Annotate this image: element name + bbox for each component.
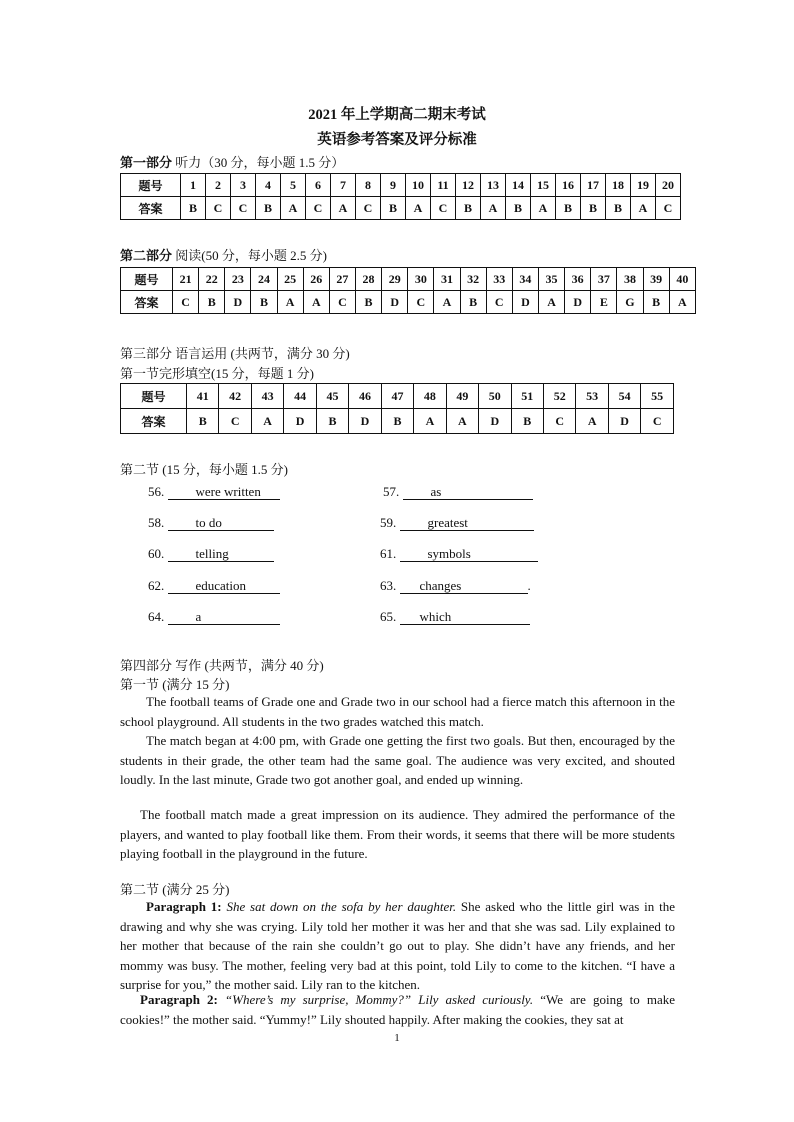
answer-cell: C <box>656 197 681 220</box>
part3-heading: 第三部分 语言运用 (共两节，满分 30 分) <box>120 346 350 361</box>
blank-answer: telling <box>168 546 274 562</box>
answer-cell: A <box>446 409 478 434</box>
blank-63 <box>380 578 531 594</box>
answer-cell: B <box>456 197 481 220</box>
answer-cell: B <box>316 409 348 434</box>
part2-heading-rest: 阅读(50 分，每小题 2.5 分) <box>172 248 327 263</box>
paragraph-2-text: “We are going to make cookies!” the mother said. “Yummy!” Lily shouted happily. After making the cookies, they sat at <box>120 992 675 1027</box>
answer-cell: B <box>256 197 281 220</box>
question-number-cell: 42 <box>219 384 251 409</box>
row-label-answer: 答案 <box>121 197 181 220</box>
question-number-cell: 41 <box>187 384 219 409</box>
answer-cell: E <box>591 291 617 314</box>
question-number-cell: 24 <box>251 268 277 291</box>
answer-cell: A <box>281 197 306 220</box>
answer-cell: C <box>486 291 512 314</box>
answer-cell: C <box>173 291 199 314</box>
answer-cell: A <box>481 197 506 220</box>
answer-cell: D <box>225 291 251 314</box>
answer-cell: B <box>556 197 581 220</box>
paragraph-1-label: Paragraph 1: <box>146 899 222 914</box>
question-number-cell: 39 <box>643 268 669 291</box>
blank-answer: to do <box>168 515 274 531</box>
answer-cell: B <box>643 291 669 314</box>
answer-cell: D <box>382 291 408 314</box>
blank-62 <box>148 578 280 594</box>
row-label-answer: 答案 <box>121 291 173 314</box>
answer-cell: B <box>581 197 606 220</box>
question-number-cell: 29 <box>382 268 408 291</box>
question-number-cell: 30 <box>408 268 434 291</box>
blank-60 <box>148 546 274 562</box>
part2-heading-bold: 第二部分 <box>120 248 173 263</box>
page-subtitle: 英语参考答案及评分标准 <box>317 132 477 148</box>
answer-cell: D <box>608 409 640 434</box>
answer-cell: D <box>284 409 316 434</box>
question-number-cell: 2 <box>206 174 231 197</box>
blank-number: 56. <box>148 484 165 499</box>
answer-cell: D <box>512 291 538 314</box>
question-number-cell: 51 <box>511 384 543 409</box>
question-number-cell: 13 <box>481 174 506 197</box>
part3-answer-table <box>120 383 674 434</box>
question-number-cell: 26 <box>303 268 329 291</box>
answer-cell: C <box>329 291 355 314</box>
question-number-cell: 11 <box>431 174 456 197</box>
part2-heading <box>120 245 327 264</box>
answer-cell: B <box>511 409 543 434</box>
question-number-cell: 43 <box>251 384 283 409</box>
question-number-cell: 1 <box>181 174 206 197</box>
blank-number: 64. <box>148 609 165 624</box>
part1-heading-bold: 第一部分 <box>120 155 173 170</box>
essay-paragraph-3: The football match made a great impression on its audience. They admired the performance of the players, and wanted to play football like them. From their words, it seems that there will be more students playing football in the playground in the future. <box>120 807 675 861</box>
blank-number: 58. <box>148 515 165 530</box>
answer-cell: C <box>231 197 256 220</box>
answer-cell: A <box>631 197 656 220</box>
blank-number: 60. <box>148 546 165 561</box>
row-label-question: 题号 <box>121 384 187 409</box>
question-number-cell: 34 <box>512 268 538 291</box>
question-number-cell: 14 <box>506 174 531 197</box>
question-number-cell: 28 <box>355 268 381 291</box>
question-number-cell: 53 <box>576 384 608 409</box>
question-number-cell: 19 <box>631 174 656 197</box>
answer-cell: A <box>538 291 564 314</box>
answer-cell: C <box>431 197 456 220</box>
question-number-cell: 21 <box>173 268 199 291</box>
question-number-cell: 40 <box>669 268 695 291</box>
blank-59 <box>380 515 534 531</box>
answer-cell: B <box>606 197 631 220</box>
row-label-answer: 答案 <box>121 409 187 434</box>
answer-cell: B <box>199 291 225 314</box>
paragraph-1-opening: She sat down on the sofa by her daughter. <box>226 899 457 914</box>
blank-number: 59. <box>380 515 397 530</box>
answer-cell: A <box>434 291 460 314</box>
question-number-cell: 31 <box>434 268 460 291</box>
answer-cell: C <box>219 409 251 434</box>
answer-cell: A <box>303 291 329 314</box>
question-number-cell: 18 <box>606 174 631 197</box>
answer-cell: A <box>531 197 556 220</box>
blank-65 <box>380 609 530 625</box>
continuation-paragraph-1 <box>120 897 675 995</box>
blank-number: 65. <box>380 609 397 624</box>
blank-answer: changes <box>400 578 528 594</box>
question-number-cell: 45 <box>316 384 348 409</box>
question-number-cell: 49 <box>446 384 478 409</box>
blank-57 <box>383 484 533 500</box>
question-number-cell: 44 <box>284 384 316 409</box>
blank-number: 62. <box>148 578 165 593</box>
blank-answer: which <box>400 609 530 625</box>
question-number-cell: 20 <box>656 174 681 197</box>
answer-cell: A <box>414 409 446 434</box>
answer-cell: D <box>565 291 591 314</box>
answer-cell: C <box>356 197 381 220</box>
answer-cell: B <box>381 197 406 220</box>
answer-row <box>121 197 681 220</box>
part4-heading: 第四部分 写作 (共两节，满分 40 分) <box>120 658 324 673</box>
question-number-cell: 5 <box>281 174 306 197</box>
question-number-cell: 22 <box>199 268 225 291</box>
answer-cell: B <box>460 291 486 314</box>
blank-58 <box>148 515 274 531</box>
question-number-cell: 8 <box>356 174 381 197</box>
question-number-cell: 33 <box>486 268 512 291</box>
essay-paragraph-2: The match began at 4:00 pm, with Grade one getting the first two goals. But then, encouraged by the students in their grade, the other team had the same goal. The audience was very excited, and shouted loudly. In the last minute, Grade two got another goal, and ended up winning. <box>120 733 675 787</box>
question-number-cell: 46 <box>349 384 381 409</box>
blank-answer: greatest <box>400 515 534 531</box>
answer-cell: B <box>181 197 206 220</box>
essay-paragraph-1: The football teams of Grade one and Grade two in our school had a fierce match this afternoon in the school playground. All students in the two grades watched this match. <box>120 694 675 729</box>
blank-answer: symbols <box>400 546 538 562</box>
page-title: 2021 年上学期高二期末考试 <box>308 107 486 123</box>
part4-section2-heading: 第二节 (满分 25 分) <box>120 882 230 897</box>
answer-cell: A <box>576 409 608 434</box>
blank-answer: a <box>168 609 280 625</box>
question-number-cell: 25 <box>277 268 303 291</box>
blank-61 <box>380 546 538 562</box>
part4-section1-heading: 第一节 (满分 15 分) <box>120 677 230 692</box>
answer-cell: C <box>206 197 231 220</box>
answer-cell: A <box>331 197 356 220</box>
answer-cell: D <box>349 409 381 434</box>
answer-cell: C <box>408 291 434 314</box>
question-number-cell: 6 <box>306 174 331 197</box>
part1-heading <box>120 152 344 171</box>
blank-number: 61. <box>380 546 397 561</box>
question-number-cell: 3 <box>231 174 256 197</box>
blank-56 <box>148 484 280 500</box>
answer-cell: D <box>479 409 511 434</box>
question-number-cell: 4 <box>256 174 281 197</box>
part1-heading-rest: 听力（30 分，每小题 1.5 分） <box>172 155 345 170</box>
question-number-cell: 16 <box>556 174 581 197</box>
continuation-paragraph-2 <box>120 990 675 1029</box>
question-number-cell: 52 <box>543 384 575 409</box>
question-number-cell: 54 <box>608 384 640 409</box>
question-number-cell: 17 <box>581 174 606 197</box>
answer-cell: B <box>355 291 381 314</box>
question-number-cell: 55 <box>641 384 674 409</box>
question-number-cell: 37 <box>591 268 617 291</box>
blank-number: 63. <box>380 578 397 593</box>
blank-answer: education <box>168 578 280 594</box>
blank-number: 57. <box>383 484 400 499</box>
answer-cell: C <box>306 197 331 220</box>
paragraph-2-opening: “Where’s my surprise, Mommy?” Lily asked curiously. <box>224 992 534 1007</box>
blank-63-period: . <box>527 578 531 593</box>
paragraph-1-text: She asked who the little girl was in the drawing and why she was crying. Lily told her mother it was her and that she was sad. Lily explained to her mother that because of the rain she couldn’t go out to play. She didn’t have any friends, and her mommy was busy. The mother, feeling very bad at this point, told Lily to come to the kitchen. “I have a surprise for you,” the mother said. Lily ran to the kitchen. <box>120 899 675 992</box>
question-number-cell: 38 <box>617 268 643 291</box>
question-number-cell: 10 <box>406 174 431 197</box>
answer-cell: G <box>617 291 643 314</box>
question-number-cell: 27 <box>329 268 355 291</box>
blank-64 <box>148 609 280 625</box>
question-number-row <box>121 268 696 291</box>
page-number: 1 <box>394 1032 400 1044</box>
blank-answer: were written <box>168 484 280 500</box>
question-number-cell: 12 <box>456 174 481 197</box>
row-label-question: 题号 <box>121 268 173 291</box>
answer-row <box>121 409 674 434</box>
part3-section2-heading: 第二节 (15 分，每小题 1.5 分) <box>120 462 288 477</box>
blank-answer: as <box>403 484 533 500</box>
answer-cell: A <box>251 409 283 434</box>
answer-cell: B <box>187 409 219 434</box>
answer-cell: A <box>406 197 431 220</box>
question-number-cell: 48 <box>414 384 446 409</box>
question-number-cell: 35 <box>538 268 564 291</box>
question-number-cell: 36 <box>565 268 591 291</box>
answer-cell: B <box>381 409 413 434</box>
answer-cell: B <box>506 197 531 220</box>
part2-answer-table <box>120 267 696 314</box>
paragraph-2-label: Paragraph 2: <box>140 992 218 1007</box>
question-number-cell: 32 <box>460 268 486 291</box>
part1-answer-table <box>120 173 681 220</box>
answer-cell: B <box>251 291 277 314</box>
question-number-cell: 7 <box>331 174 356 197</box>
row-label-question: 题号 <box>121 174 181 197</box>
answer-cell: A <box>277 291 303 314</box>
answer-cell: A <box>669 291 695 314</box>
question-number-cell: 15 <box>531 174 556 197</box>
question-number-row <box>121 174 681 197</box>
part3-section1-heading: 第一节完形填空(15 分，每题 1 分) <box>120 366 314 381</box>
question-number-cell: 47 <box>381 384 413 409</box>
question-number-cell: 9 <box>381 174 406 197</box>
answer-cell: C <box>641 409 674 434</box>
question-number-cell: 50 <box>479 384 511 409</box>
answer-cell: C <box>543 409 575 434</box>
question-number-row <box>121 384 674 409</box>
question-number-cell: 23 <box>225 268 251 291</box>
answer-row <box>121 291 696 314</box>
